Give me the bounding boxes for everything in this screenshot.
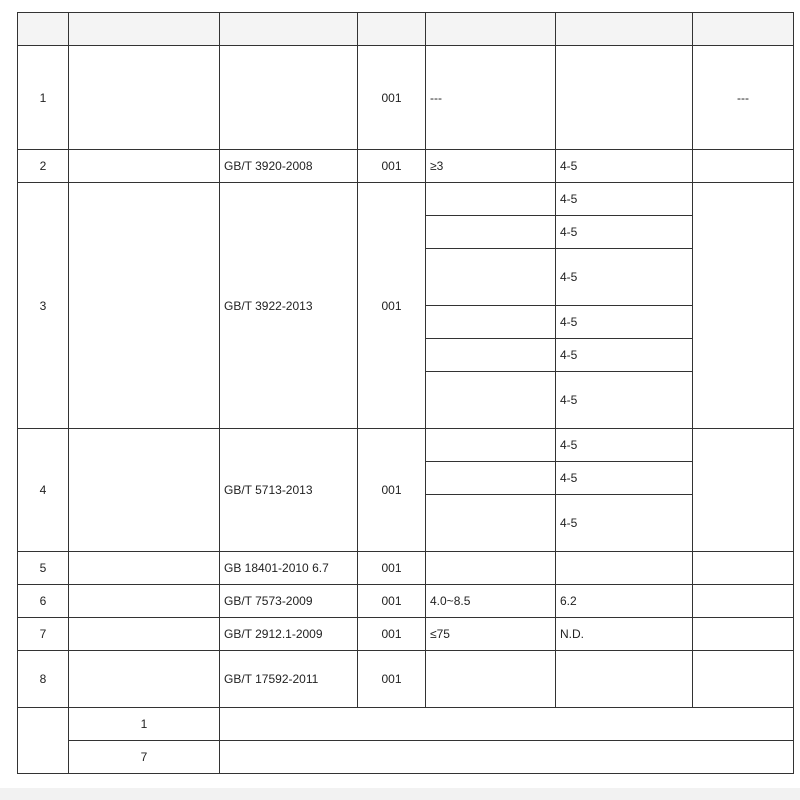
header-cell-item bbox=[69, 13, 220, 46]
result-cell bbox=[556, 552, 693, 585]
requirement-cell bbox=[426, 216, 556, 249]
table-header-row bbox=[18, 13, 794, 46]
header-cell-judgment bbox=[693, 13, 794, 46]
requirement-cell bbox=[426, 429, 556, 462]
table-row bbox=[18, 183, 794, 216]
row-number: 3 bbox=[18, 183, 69, 429]
result-cell bbox=[556, 46, 693, 150]
requirement-cell bbox=[426, 183, 556, 216]
requirement-cell bbox=[426, 339, 556, 372]
result-cell: N.D. bbox=[556, 618, 693, 651]
judgment-cell bbox=[693, 552, 794, 585]
sample-cell: 001 bbox=[358, 618, 426, 651]
sample-cell: 001 bbox=[358, 552, 426, 585]
note-text-cell bbox=[220, 741, 794, 774]
result-cell: 4-5 bbox=[556, 249, 693, 306]
page-bottom-edge bbox=[0, 788, 800, 800]
item-cell bbox=[69, 46, 220, 150]
item-cell bbox=[69, 552, 220, 585]
judgment-cell bbox=[693, 183, 794, 429]
method-cell bbox=[220, 46, 358, 150]
result-cell: 4-5 bbox=[556, 462, 693, 495]
judgment-cell bbox=[693, 651, 794, 708]
table-row bbox=[18, 651, 794, 708]
sample-cell: 001 bbox=[358, 183, 426, 429]
requirement-cell bbox=[426, 552, 556, 585]
note-number: 1 bbox=[69, 708, 220, 741]
header-cell-no bbox=[18, 13, 69, 46]
result-cell: 4-5 bbox=[556, 429, 693, 462]
method-cell: GB/T 7573-2009 bbox=[220, 585, 358, 618]
item-cell bbox=[69, 585, 220, 618]
judgment-cell bbox=[693, 585, 794, 618]
sample-cell: 001 bbox=[358, 651, 426, 708]
requirement-cell bbox=[426, 372, 556, 429]
requirement-cell bbox=[426, 651, 556, 708]
judgment-cell: --- bbox=[693, 46, 794, 150]
judgment-cell bbox=[693, 429, 794, 552]
notes-row bbox=[18, 741, 794, 774]
note-number: 7 bbox=[69, 741, 220, 774]
method-cell: GB/T 3920-2008 bbox=[220, 150, 358, 183]
method-cell: GB/T 5713-2013 bbox=[220, 429, 358, 552]
requirement-cell bbox=[426, 249, 556, 306]
requirement-cell: ≥3 bbox=[426, 150, 556, 183]
table-row bbox=[18, 618, 794, 651]
row-number: 7 bbox=[18, 618, 69, 651]
result-cell: 4-5 bbox=[556, 495, 693, 552]
requirement-cell: --- bbox=[426, 46, 556, 150]
result-cell bbox=[556, 651, 693, 708]
table-row bbox=[18, 552, 794, 585]
requirement-cell bbox=[426, 462, 556, 495]
requirement-cell: 4.0~8.5 bbox=[426, 585, 556, 618]
result-cell: 4-5 bbox=[556, 183, 693, 216]
row-number: 8 bbox=[18, 651, 69, 708]
item-cell bbox=[69, 651, 220, 708]
header-cell-sample bbox=[358, 13, 426, 46]
header-cell-requirement bbox=[426, 13, 556, 46]
test-results-table bbox=[17, 12, 794, 774]
table-row bbox=[18, 150, 794, 183]
header-cell-method bbox=[220, 13, 358, 46]
item-cell bbox=[69, 150, 220, 183]
table-row bbox=[18, 585, 794, 618]
item-cell bbox=[69, 183, 220, 429]
result-cell: 6.2 bbox=[556, 585, 693, 618]
row-number: 2 bbox=[18, 150, 69, 183]
result-cell: 4-5 bbox=[556, 306, 693, 339]
table-row bbox=[18, 429, 794, 462]
sample-cell: 001 bbox=[358, 150, 426, 183]
method-cell: GB/T 2912.1-2009 bbox=[220, 618, 358, 651]
header-cell-result bbox=[556, 13, 693, 46]
requirement-cell bbox=[426, 495, 556, 552]
result-cell: 4-5 bbox=[556, 150, 693, 183]
result-cell: 4-5 bbox=[556, 216, 693, 249]
sample-cell: 001 bbox=[358, 585, 426, 618]
sample-cell: 001 bbox=[358, 46, 426, 150]
item-cell bbox=[69, 618, 220, 651]
note-text-cell bbox=[220, 708, 794, 741]
notes-label-cell bbox=[18, 708, 69, 774]
result-cell: 4-5 bbox=[556, 372, 693, 429]
requirement-cell bbox=[426, 306, 556, 339]
judgment-cell bbox=[693, 618, 794, 651]
sample-cell: 001 bbox=[358, 429, 426, 552]
table-row bbox=[18, 46, 794, 150]
result-cell: 4-5 bbox=[556, 339, 693, 372]
notes-row bbox=[18, 708, 794, 741]
row-number: 1 bbox=[18, 46, 69, 150]
requirement-cell: ≤75 bbox=[426, 618, 556, 651]
row-number: 6 bbox=[18, 585, 69, 618]
method-cell: GB/T 17592-2011 bbox=[220, 651, 358, 708]
row-number: 4 bbox=[18, 429, 69, 552]
method-cell: GB 18401-2010 6.7 bbox=[220, 552, 358, 585]
item-cell bbox=[69, 429, 220, 552]
method-cell: GB/T 3922-2013 bbox=[220, 183, 358, 429]
judgment-cell bbox=[693, 150, 794, 183]
row-number: 5 bbox=[18, 552, 69, 585]
